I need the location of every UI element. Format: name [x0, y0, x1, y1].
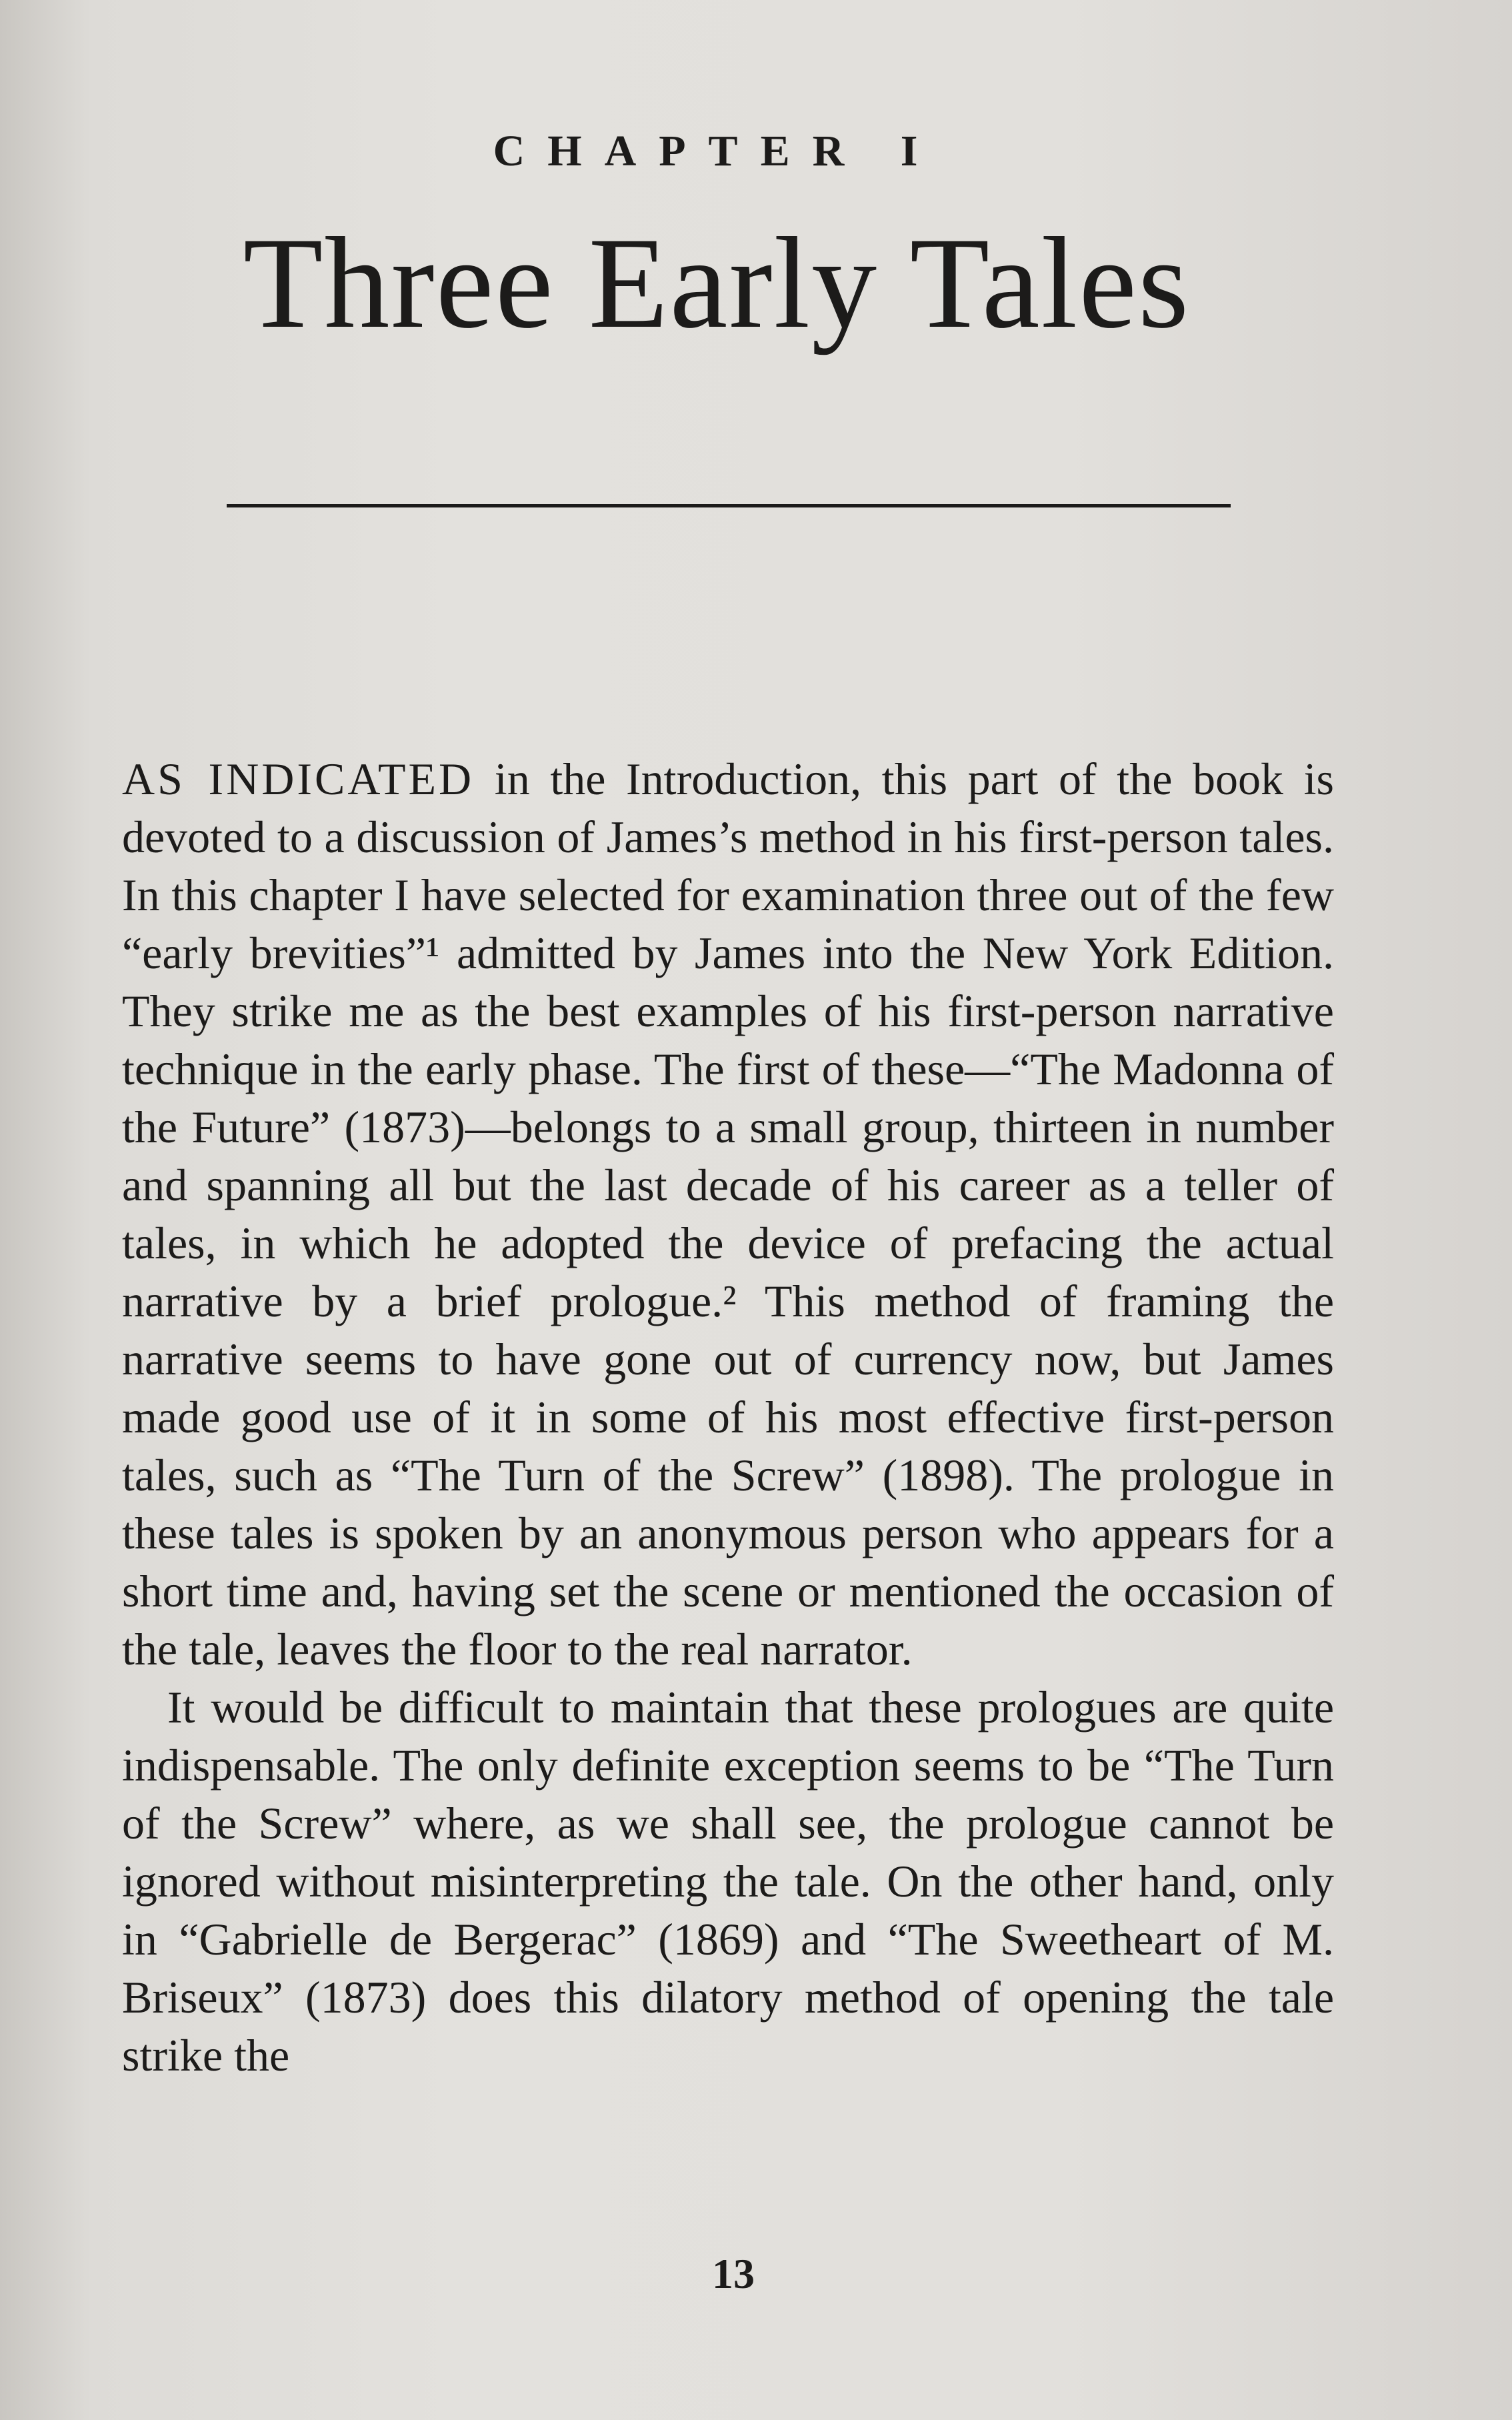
- title-rule: [227, 504, 1231, 507]
- body-text: [122, 750, 1334, 2085]
- chapter-label: CHAPTER I: [493, 127, 941, 175]
- chapter-title: Three Early Tales: [243, 211, 1191, 355]
- paragraph-1-text: in the Introduction, this part of the book is devoted to a discussion of James’s method in his first-person tales. In this chapter I have selected for examination three out of the few “early brevities”¹ admitted by James into the New York Edition. They strike me as the best examples of his first-person narrative technique in the early phase. The first of these—“The Madonna of the Future” (1873)—belongs to a small group, thirteen in number and spanning all but the last decade of his career as a teller of tales, in which he adopted the device of prefacing the actual narrative by a brief prologue.² This method of framing the narrative seems to have gone out of currency now, but James made good use of it in some of his most effective first-person tales, such as “The Turn of the Screw” (1898). The prologue in these tales is spoken by an anonymous person who appears for a short time and, having set the scene or mentioned the occasion of the tale, leaves the floor to the real narrator.: [122, 754, 1334, 1674]
- paragraph-1: [122, 750, 1334, 1678]
- page-number: 13: [712, 2250, 755, 2297]
- paragraph-lead-caps: AS INDICATED: [122, 754, 475, 804]
- paragraph-2: It would be difficult to maintain that these prologues are quite indispensable. The only definite exception seems to be “The Turn of the Screw” where, as we shall see, the prologue cannot be ignored without misinterpreting the tale. On the other hand, only in “Gabrielle de Bergerac” (1869) and “The Sweetheart of M. Briseux” (1873) does this dilatory method of opening the tale strike the: [122, 1682, 1334, 2081]
